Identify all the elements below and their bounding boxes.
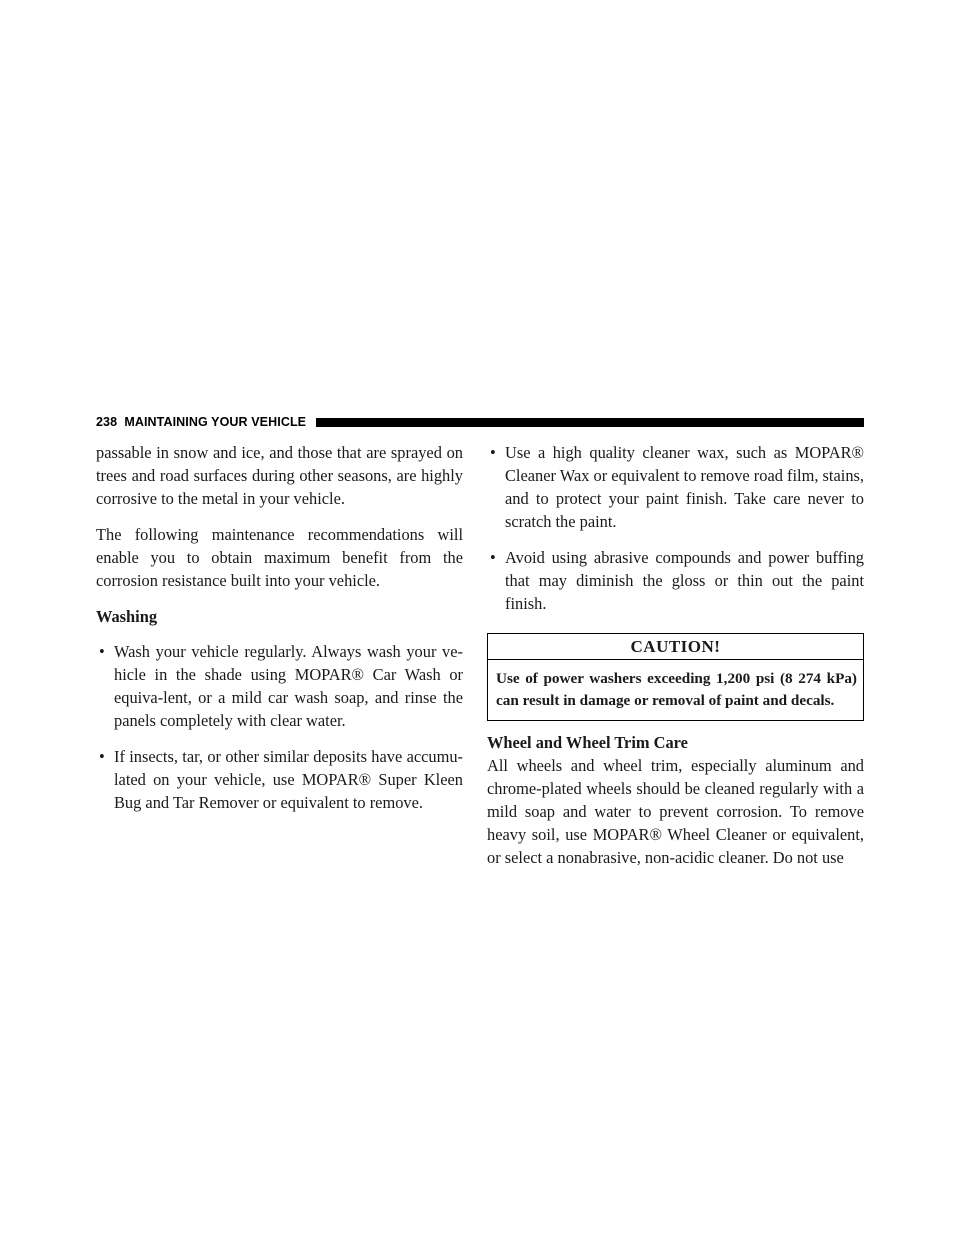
list-item xyxy=(96,745,463,814)
left-column xyxy=(96,441,463,827)
page-number: 238 xyxy=(96,415,118,429)
wheel-care-heading: Wheel and Wheel Trim Care xyxy=(487,733,688,752)
section-title: MAINTAINING YOUR VEHICLE xyxy=(124,415,307,429)
list-item-text: If insects, tar, or other similar deposits have accumu-lated on your vehicle, use MOPAR® Super Kleen Bug and Tar Remover or equivalent to remove. xyxy=(114,747,463,812)
washing-heading: Washing xyxy=(96,607,158,626)
page-header-text xyxy=(96,415,306,429)
header-rule xyxy=(316,418,864,427)
recommendations-paragraph: The following maintenance recommendations will enable you to obtain maximum benefit from the corrosion resistance built into your vehicle. xyxy=(96,525,463,590)
list-item-text: Wash your vehicle regularly. Always wash your ve-hicle in the shade using MOPAR® Car Wash or equiva-lent, or a mild car wash soap, and rinse the panels completely with clear water. xyxy=(114,642,463,730)
bullet-icon: • xyxy=(490,548,496,567)
caution-box xyxy=(487,633,864,721)
intro-paragraph: passable in snow and ice, and those that are sprayed on trees and road surfaces during other seasons, are highly corrosive to the metal in your vehicle. xyxy=(96,443,463,508)
list-item-text: Use a high quality cleaner wax, such as MOPAR® Cleaner Wax or equivalent to remove road film, stains, and to protect your paint finish. Take care never to scratch the paint. xyxy=(505,443,864,531)
bullet-icon: • xyxy=(99,747,105,766)
caution-text: Use of power washers exceeding 1,200 psi (8 274 kPa) can result in damage or removal of paint and decals. xyxy=(496,670,857,709)
bullet-icon: • xyxy=(99,642,105,661)
list-item xyxy=(96,640,463,732)
bullet-icon: • xyxy=(490,443,496,462)
list-item-text: Avoid using abrasive compounds and power buffing that may diminish the gloss or thin out the paint finish. xyxy=(505,548,864,613)
page-header xyxy=(96,415,864,429)
right-column xyxy=(487,441,864,882)
list-item xyxy=(487,441,864,533)
wheel-care-paragraph: All wheels and wheel trim, especially aluminum and chrome-plated wheels should be cleaned regularly with a mild soap and water to prevent corrosion. To remove heavy soil, use MOPAR® Wheel Cleaner or equivalent, or select a nonabrasive, non-acidic cleaner. Do not use xyxy=(487,756,864,867)
caution-title: CAUTION! xyxy=(488,634,863,660)
list-item xyxy=(487,546,864,615)
